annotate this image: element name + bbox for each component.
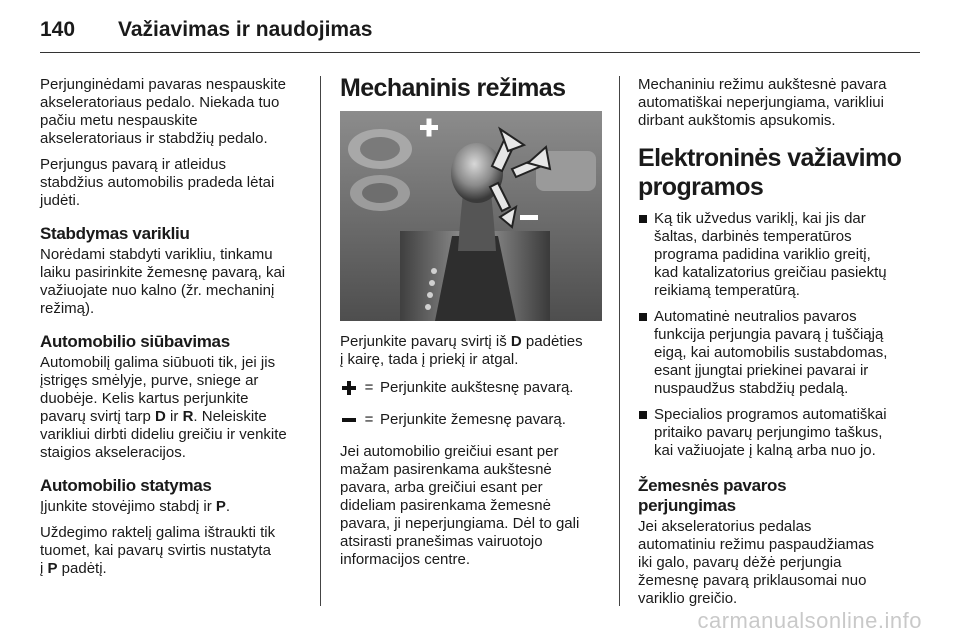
paragraph: Mechaniniu režimu aukštesnė pavara automatiškai neperjungiama, varikliui dirbant aukštomis apsukomis.: [638, 76, 887, 129]
paragraph: Perjunginėdami pavaras nespauskite akseleratoriaus pedalo. Niekada tuo pačiu metu nespauskite akseleratoriaus ir stabdžių pedalo.: [40, 76, 286, 147]
paragraph: Įjunkite stovėjimo stabdį ir P.: [40, 498, 231, 515]
column-3: [638, 76, 904, 616]
chapter-title: Važiavimas ir naudojimas: [118, 18, 373, 41]
equals-sign: =: [364, 411, 374, 428]
section-heading-kickdown: Žemesnės pavaros perjungimas: [638, 476, 787, 515]
gear-lever-photo: [340, 111, 602, 321]
section-heading-parking: Automobilio statymas: [40, 476, 212, 495]
paragraph: Perjungus pavarą ir atleidus stabdžius automobilis pradeda lėtai judėti.: [40, 156, 275, 209]
paragraph: Norėdami stabdyti varikliu, tinkamu laiku pasirinkite žemesnę pavarą, kai važiuojate nuo kalno (žr. mechaninį režimą).: [40, 246, 286, 317]
list-item: Ką tik užvedus variklį, kai jis dar šaltas, darbinės temperatūros programa padidina variklio greitį, kad katalizatorius greičiau pasiektų reikiamą temperatūrą.: [638, 210, 904, 300]
equals-sign: =: [364, 379, 374, 396]
section-title-electronic-programs: Elektroninės važiavimo programos: [638, 144, 902, 201]
bullet-list: [638, 210, 904, 460]
column-divider: [619, 76, 620, 606]
column-2: [340, 76, 604, 577]
square-bullet-icon: [639, 313, 647, 321]
legend-text: Perjunkite aukštesnę pavarą.: [380, 379, 574, 396]
square-bullet-icon: [639, 215, 647, 223]
watermark: carmanualsonline.info: [697, 608, 922, 633]
square-bullet-icon: [639, 411, 647, 419]
legend-text: Perjunkite žemesnę pavarą.: [380, 411, 566, 428]
legend-row-plus: [340, 379, 604, 397]
page-number: 140: [40, 18, 76, 41]
column-divider: [320, 76, 321, 606]
section-title-manual-mode: Mechaninis režimas: [340, 74, 566, 102]
gear-lever-illustration: [340, 111, 602, 321]
section-heading-engine-braking: Stabdymas varikliu: [40, 224, 190, 243]
paragraph: Uždegimo raktelį galima ištraukti tik tuomet, kai pavarų svirtis nustatyta į P padėtį.: [40, 524, 276, 577]
paragraph: Jei automobilio greičiui esant per mažam pasirenkama aukštesnė pavara, arba greičiui esant per dideliam pasirenkama žemesnė pavara, ji neperjungiama. Dėl to gali atsirasti pranešimas vairuotojo informacijos centre.: [340, 443, 580, 568]
section-heading-rocking: Automobilio siūbavimas: [40, 332, 230, 351]
plus-icon: [340, 379, 358, 397]
minus-icon: [340, 411, 358, 429]
list-item: Specialios programos automatiškai pritaiko pavarų perjungimo taškus, kai važiuojate į kalną arba nuo jo.: [638, 406, 904, 460]
legend-row-minus: [340, 411, 604, 429]
list-item: Automatinė neutralios pavaros funkcija perjungia pavarą į tuščiąją eigą, kai automobilis sustabdomas, esant įjungtai priekinei pavarai ir nuspaudžus stabdžių pedalą.: [638, 308, 904, 398]
page-header: [40, 16, 920, 53]
column-1: [40, 76, 312, 586]
paragraph: Automobilį galima siūbuoti tik, jei jis įstrigęs smėlyje, purve, sniege ar duobėje. Kelis kartus perjunkite pavarų svirtį tarp D ir R. Neleiskite varikliui dirbti dideliu greičiu ir venkite staigios akseleracijos.: [40, 354, 287, 461]
paragraph: Jei akseleratorius pedalas automatiniu režimu paspaudžiamas iki galo, pavarų dėžė perjungia žemesnę pavarą priklausomai nuo variklio greičio.: [638, 518, 874, 607]
paragraph: Perjunkite pavarų svirtį iš D padėties į kairę, tada į priekį ir atgal.: [340, 333, 583, 368]
